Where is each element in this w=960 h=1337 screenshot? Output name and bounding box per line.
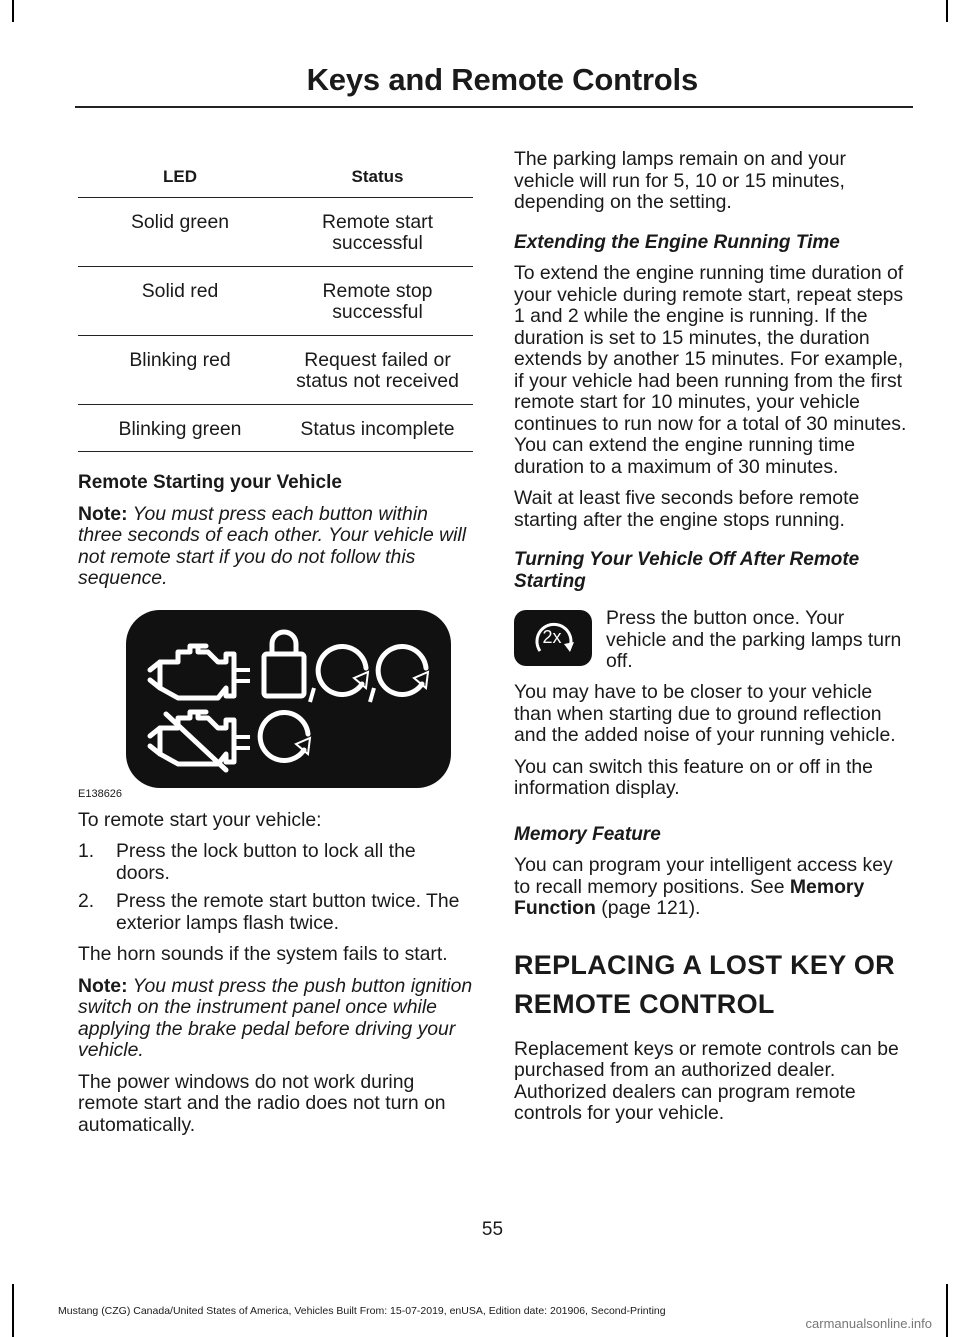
horn-text: The horn sounds if the system fails to start. (78, 943, 448, 965)
note-sequence (78, 504, 473, 590)
step-text: Press the remote start button twice. The exterior lamps flash twice. (116, 890, 460, 934)
section-heading-replacing (514, 950, 909, 1019)
memory-page-ref: (page 121). (601, 897, 701, 919)
section-heading-turning-off: Turning Your Vehicle Off After Remote Starting (514, 549, 860, 592)
note-ignition (78, 976, 473, 1062)
remote-start-sequence-image (126, 610, 451, 788)
replace-text: Replacement keys or remote controls can be purchased from an authorized dealer. Authorized dealers can program remote controls for your vehicle. (514, 1037, 899, 1124)
table-row (78, 197, 473, 266)
memory-function-link[interactable]: Memory Function (514, 875, 865, 919)
edition-footer: Mustang (CZG) Canada/United States of America, Vehicles Built From: 15-07-2019, enUSA, Edition date: 201906, Second-Printing (58, 1305, 666, 1317)
table-row (78, 404, 473, 452)
left-column (78, 140, 473, 1136)
heading-line: REMOTE CONTROL (514, 988, 775, 1019)
crop-mark-top-right (946, 0, 948, 22)
extend-text: To extend the engine running time duration of your vehicle during remote start, repeat steps 1 and 2 while the engine is running. If the duration is set to 15 minutes, the duration extends by another 15 minutes. For example, if your vehicle had been running from the first remote start for 10 minutes, your vehicle continues to run now for a total of 30 minutes. You can extend the engine running time duration to a maximum of 30 minutes. (514, 262, 907, 478)
closer-text: You may have to be closer to your vehicle than when starting due to ground reflection and the added noise of your running vehicle. (514, 681, 896, 746)
page-number: 55 (481, 1219, 504, 1240)
led-cell: Solid green (78, 197, 282, 266)
memory-text (514, 855, 909, 920)
memory-body: You can program your intelligent access key to recall memory positions. See (514, 854, 893, 898)
table-header-status: Status (282, 140, 473, 197)
figure-code: E138626 (78, 787, 123, 800)
note-text: You must press each button within three seconds of each other. Your vehicle will not remote start if you do not follow this sequence. (78, 502, 467, 589)
led-status-table (78, 140, 473, 452)
note-text: You must press the push button ignition switch on the instrument panel once while applying the brake pedal before driving your vehicle. (78, 974, 473, 1061)
crop-mark-bottom-right (946, 1284, 948, 1337)
led-cell: Solid red (78, 266, 282, 335)
list-item (78, 891, 473, 934)
section-heading-remote-starting: Remote Starting your Vehicle (78, 472, 342, 493)
section-heading-memory: Memory Feature (514, 823, 661, 845)
status-cell: Remote stop successful (282, 266, 473, 335)
press-text: Press the button once. Your vehicle and the parking lamps turn off. (606, 607, 902, 672)
led-cell: Blinking green (78, 404, 282, 452)
table-row (78, 266, 473, 335)
step-number: 1. (78, 840, 95, 862)
switch-text: You can switch this feature on or off in the information display. (514, 755, 873, 799)
steps-list (78, 841, 473, 934)
status-cell: Remote start successful (282, 197, 473, 266)
watermark: carmanualsonline.info (805, 1316, 932, 1331)
led-cell: Blinking red (78, 335, 282, 404)
intro-text: To remote start your vehicle: (78, 808, 322, 831)
header-rule (75, 106, 913, 108)
windows-text: The power windows do not work during remote start and the radio does not turn on automatically. (78, 1070, 446, 1136)
crop-mark-top-left (12, 0, 14, 22)
heading-line: REPLACING A LOST KEY OR (514, 949, 895, 980)
table-row (78, 335, 473, 404)
page-title: Keys and Remote Controls (306, 62, 698, 97)
step-number: 2. (78, 890, 95, 912)
table-header-led: LED (78, 140, 282, 197)
note-label: Note: (78, 974, 128, 997)
crop-mark-bottom-left (12, 1284, 14, 1337)
remote-start-figure (78, 610, 473, 800)
list-item (78, 841, 473, 884)
status-cell: Status incomplete (282, 404, 473, 452)
press-count: 2x (542, 627, 562, 647)
right-column (514, 149, 909, 1125)
section-heading-extending: Extending the Engine Running Time (514, 231, 840, 253)
remote-start-2x-icon (514, 610, 592, 666)
parking-lamps-text: The parking lamps remain on and your vehicle will run for 5, 10 or 15 minutes, depending on the setting. (514, 148, 846, 213)
note-label: Note: (78, 502, 128, 525)
press-button-row (514, 608, 909, 672)
status-cell: Request failed or status not received (282, 335, 473, 404)
step-text: Press the lock button to lock all the doors. (116, 840, 416, 884)
wait-text: Wait at least five seconds before remote starting after the engine stops running. (514, 487, 860, 531)
